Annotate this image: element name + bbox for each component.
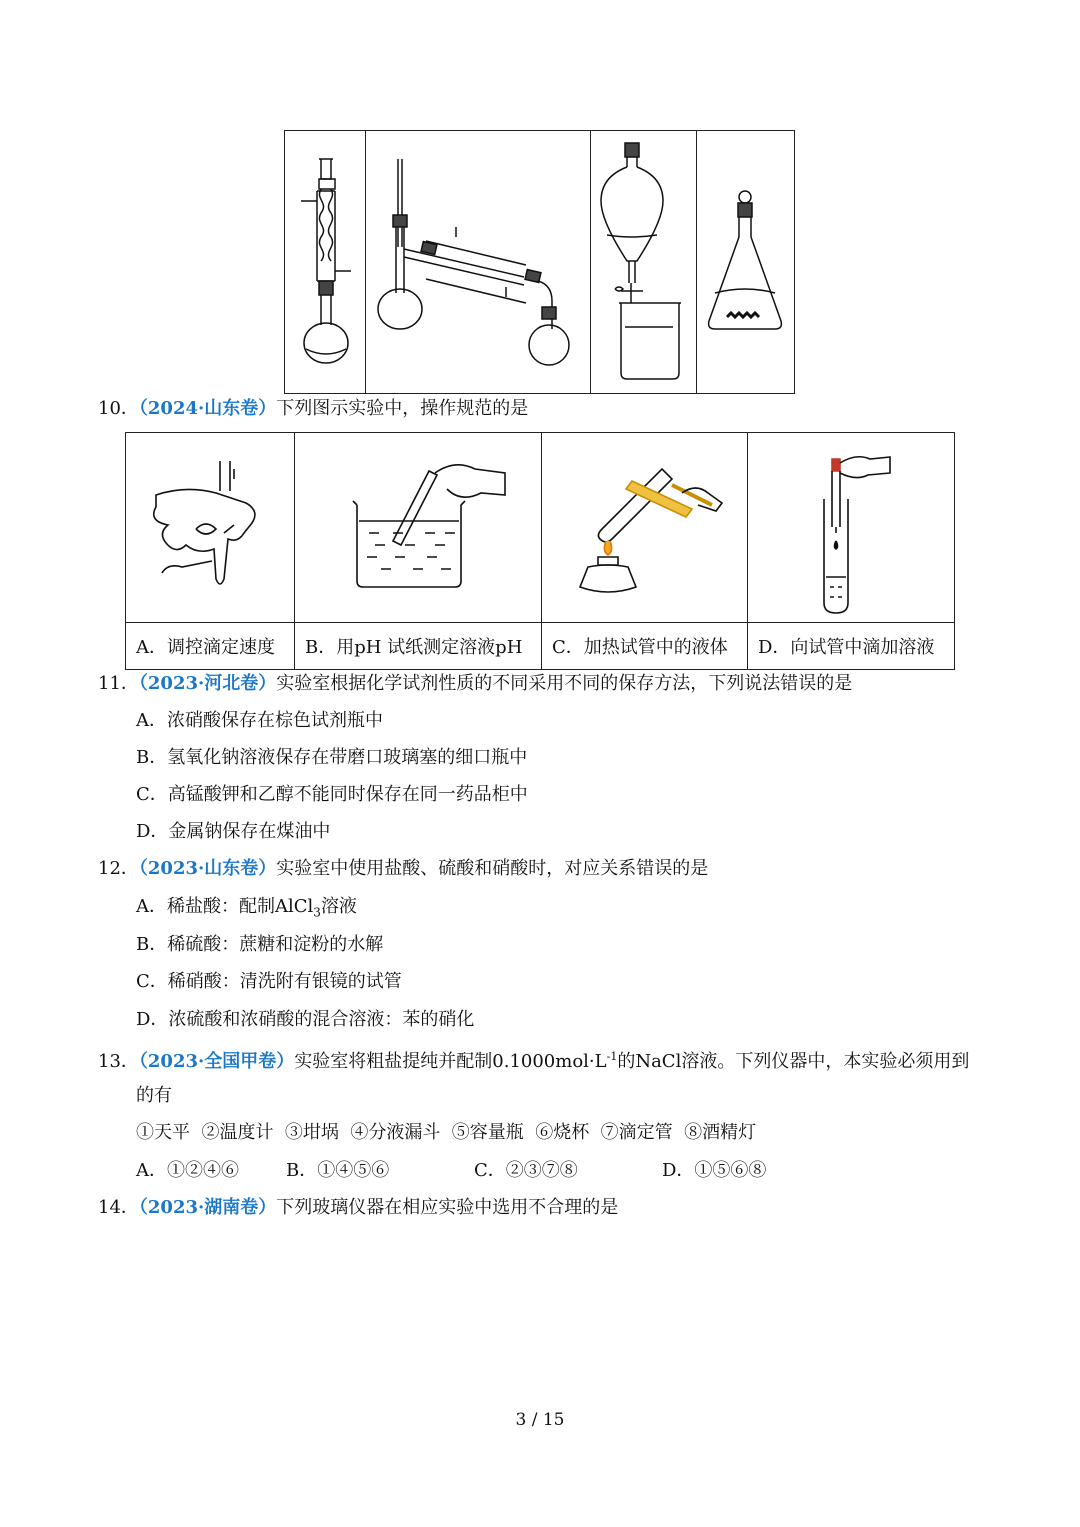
caption-b: B．用pH 试纸测定溶液pH — [295, 623, 542, 669]
panel-adding-drops — [748, 433, 954, 623]
panel-titration-control — [126, 433, 295, 623]
panel-reflux-condenser — [285, 131, 366, 393]
instrument-list: ①天平 ②温度计 ③坩埚 ④分液漏斗 ⑤容量瓶 ⑥烧杯 ⑦滴定管 ⑧酒精灯 — [136, 1122, 757, 1143]
question-number: 11． — [98, 673, 139, 694]
choice-d: D．①⑤⑥⑧ — [662, 1160, 767, 1181]
option-c: C．稀硝酸：清洗附有银镜的试管 — [136, 971, 402, 992]
question-stem: 下列玻璃仪器在相应实验中选用不合理的是 — [276, 1197, 619, 1218]
panel-ph-test — [295, 433, 542, 623]
caption-row — [126, 622, 954, 669]
caption-a: A．调控滴定速度 — [126, 623, 295, 669]
formula-subscript: 3 — [313, 905, 321, 920]
question-stem: 实验室将粗盐提纯并配制 — [294, 1051, 493, 1072]
question-stem: 实验室中使用盐酸、硫酸和硝酸时，对应关系错误的是 — [276, 858, 709, 879]
panel-distillation — [366, 131, 591, 393]
question-source: （2024·山东卷） — [138, 398, 277, 419]
panel-separatory-funnel — [591, 131, 697, 393]
question-number: 13． — [98, 1051, 139, 1072]
question-number: 12． — [98, 858, 139, 879]
concentration: 0.1000mol·L — [492, 1051, 607, 1072]
stem-connector: 的 — [617, 1051, 636, 1072]
question-14 — [98, 1197, 618, 1219]
question-10 — [98, 398, 528, 420]
option-a-text: A．稀盐酸：配制 — [136, 896, 275, 917]
apparatus-figure — [284, 130, 795, 394]
option-d: D．浓硫酸和浓硝酸的混合溶液：苯的硝化 — [136, 1009, 475, 1030]
superscript: -1 — [606, 1050, 618, 1063]
question-source: （2023·河北卷） — [138, 673, 277, 694]
choice-b: B．①④⑤⑥ — [286, 1160, 390, 1181]
question-13 — [98, 1046, 969, 1073]
question-number: 10． — [98, 398, 139, 419]
panel-heating-tube — [542, 433, 748, 623]
choice-c: C．②③⑦⑧ — [474, 1160, 578, 1181]
option-a-suffix: 溶液 — [320, 896, 357, 917]
operations-figure — [125, 432, 955, 670]
caption-d: D．向试管中滴加溶液 — [758, 637, 935, 658]
question-stem: 下列图示实验中，操作规范的是 — [276, 398, 529, 419]
question-source: （2023·全国甲卷） — [138, 1051, 295, 1072]
question-number: 14． — [98, 1197, 139, 1218]
question-source: （2023·湖南卷） — [138, 1197, 277, 1218]
question-13-line2: 的有 — [136, 1085, 172, 1106]
option-d: D．金属钠保存在煤油中 — [136, 821, 331, 842]
choice-a: A．①②④⑥ — [136, 1160, 239, 1181]
question-stem: 实验室根据化学试剂性质的不同采用不同的保存方法，下列说法错误的是 — [276, 673, 853, 694]
page-number: 3 / 15 — [515, 1410, 565, 1430]
option-b: B．稀硫酸：蔗糖和淀粉的水解 — [136, 934, 384, 955]
caption-c: C．加热试管中的液体 — [542, 623, 748, 669]
question-12 — [98, 858, 708, 880]
formula: AlCl — [275, 896, 314, 917]
option-a: A．浓硝酸保存在棕色试剂瓶中 — [136, 710, 383, 731]
option-b: B．氢氧化钠溶液保存在带磨口玻璃塞的细口瓶中 — [136, 747, 528, 768]
option-a — [136, 896, 357, 924]
formula: NaCl — [635, 1051, 682, 1072]
question-source: （2023·山东卷） — [138, 858, 277, 879]
stem-tail: 溶液。下列仪器中，本实验必须用到 — [681, 1051, 970, 1072]
option-c: C．高锰酸钾和乙醇不能同时保存在同一药品柜中 — [136, 784, 528, 805]
question-11 — [98, 673, 852, 695]
panel-conical-flask — [697, 131, 794, 393]
